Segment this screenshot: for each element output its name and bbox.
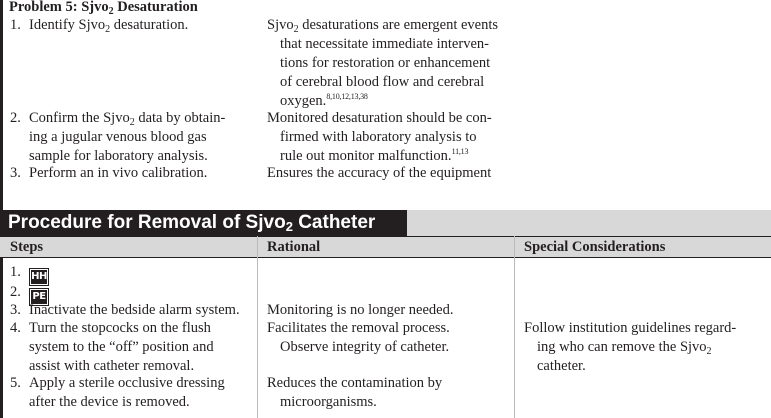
problem-rationale-2: Monitored desaturation should be con- firmed with laboratory analysis to rule out monitor malfunction.$^{11,13}$ <box>267 110 492 164</box>
problem-5-title: Problem 5: Sjvo$_2$ Desaturation <box>9 0 198 17</box>
header-special-considerations: Special Considerations <box>524 239 666 255</box>
procedure-step-1: 1. HH <box>10 263 255 286</box>
header-rationale: Rational <box>267 239 321 255</box>
procedure-rationale-4: Facilitates the removal process. Observe integrity of catheter. <box>267 320 450 355</box>
column-separator <box>514 236 515 418</box>
procedure-title: Procedure for Removal of Sjvo$_2$ Catheter <box>8 212 376 234</box>
problem-step-2: 2. Confirm the Sjvo$_2$ data by obtain- ing a jugular venous blood gas sample for laboratory analysis. <box>10 110 226 164</box>
procedure-step-2: 2. PE <box>10 283 255 306</box>
header-steps: Steps <box>10 239 44 255</box>
procedure-step-4: 4. Turn the stopcocks on the flush system to the “off” position and assist with catheter removal. <box>10 320 214 374</box>
left-margin-rule <box>0 0 3 418</box>
procedure-step-3: 3. Inactivate the bedside alarm system. <box>10 302 240 318</box>
procedure-banner <box>0 210 407 236</box>
procedure-rationale-5: Reduces the contamination by microorganisms. <box>267 375 443 410</box>
protective-equipment-icon: PE <box>29 288 49 306</box>
problem-step-3: 3. Perform an in vivo calibration. <box>10 165 208 181</box>
problem-rationale-3: Ensures the accuracy of the equipment <box>267 165 492 181</box>
procedure-special-4: Follow institution guidelines regard- ing who can remove the Sjvo$_2$ catheter. <box>524 320 737 374</box>
table-header-row <box>0 236 771 258</box>
problem-step-1: 1. Identify Sjvo$_2$ desaturation. <box>10 17 189 35</box>
procedure-step-5: 5. Apply a sterile occlusive dressing after the device is removed. <box>10 375 225 410</box>
problem-rationale-1: Sjvo$_2$ desaturations are emergent events that necessitate immediate interven- tions for restoration or enhancement of cerebral blood flow and cerebral oxygen.$^{8,10,12,13,38}$ <box>267 17 499 109</box>
procedure-rationale-3: Monitoring is no longer needed. <box>267 302 454 318</box>
hand-hygiene-icon: HH <box>29 268 49 286</box>
column-separator <box>257 236 258 418</box>
banner-shading <box>407 210 771 236</box>
